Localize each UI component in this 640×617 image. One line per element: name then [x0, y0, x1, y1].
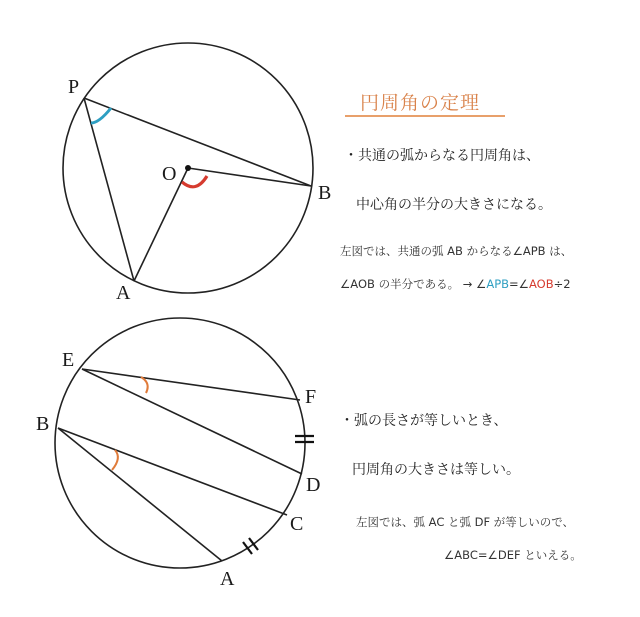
label-A-top: A: [116, 282, 131, 304]
label-B-top: B: [318, 182, 332, 204]
theorem-line-2: 中心角の半分の大きさになる。: [356, 197, 552, 213]
example-eq: =∠: [509, 277, 529, 291]
label-A-bottom: A: [220, 568, 235, 590]
segment-PB: [84, 98, 311, 186]
circle-bottom: [55, 318, 305, 568]
center-dot-O: [185, 165, 191, 171]
label-D: D: [306, 474, 321, 496]
section-title: 円周角の定理: [360, 92, 481, 114]
segment-BC: [58, 428, 287, 515]
example-line-1: 左図では、共通の弧 AB からなる∠APB は、: [340, 244, 573, 258]
segment-BA: [58, 428, 222, 561]
angle-ABC-arc: [112, 450, 118, 470]
equal-arc-example-2: ∠ABC=∠DEF といえる。: [444, 548, 582, 562]
label-E: E: [62, 349, 75, 371]
example-suffix: ÷2: [553, 277, 571, 291]
angle-APB-text: APB: [486, 277, 510, 291]
angle-AOB-arc: [182, 176, 207, 187]
angle-AOB-text: AOB: [528, 277, 554, 291]
angle-APB-arc: [91, 108, 111, 123]
angle-DEF-arc: [141, 377, 148, 393]
segment-OA: [134, 168, 188, 281]
label-B-bottom: B: [36, 413, 50, 435]
label-F: F: [305, 386, 317, 408]
label-O: O: [162, 163, 177, 185]
label-P: P: [68, 76, 80, 98]
example-prefix: ∠AOB の半分である。 → ∠: [340, 277, 487, 291]
example-line-2: [340, 276, 571, 292]
title-underline: [345, 115, 505, 117]
equal-arc-example-1: 左図では、弧 AC と弧 DF が等しいので、: [356, 515, 575, 529]
equal-arc-line-2: 円周角の大きさは等しい。: [352, 462, 520, 478]
segment-PA: [84, 98, 134, 281]
theorem-line-1: ・共通の弧からなる円周角は、: [344, 148, 540, 164]
label-C: C: [290, 513, 304, 535]
equal-arc-line-1: ・弧の長さが等しいとき、: [340, 413, 508, 429]
